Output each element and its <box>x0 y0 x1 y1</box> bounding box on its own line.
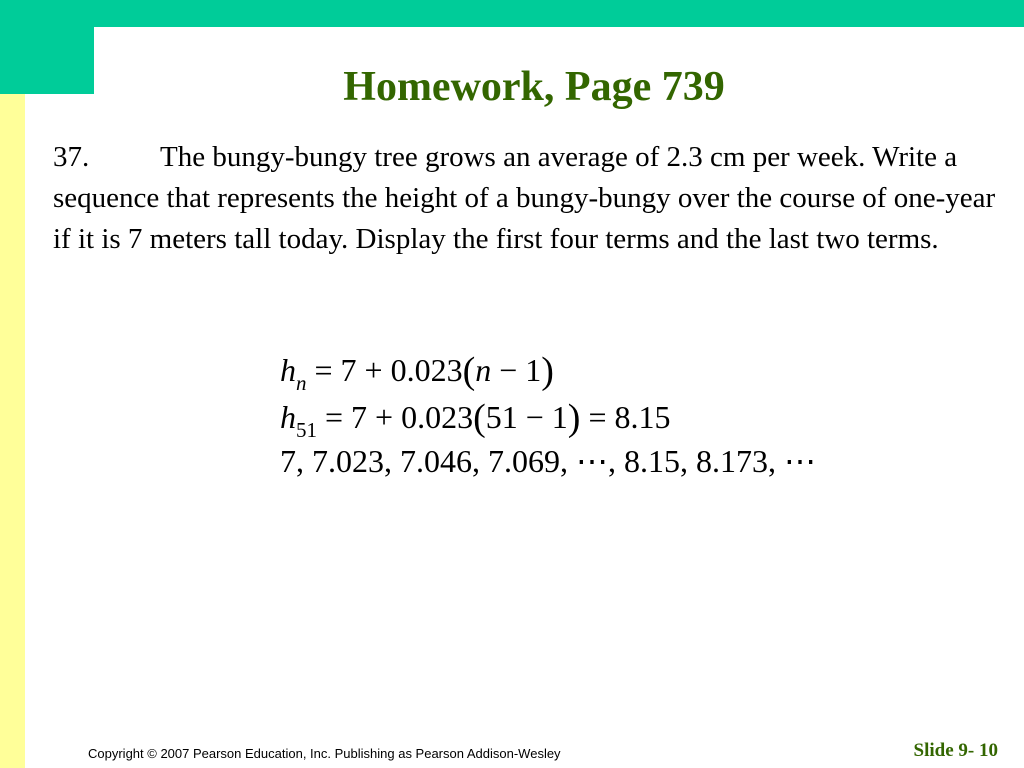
formula-subscript: 51 <box>296 418 317 442</box>
formula-inner: 51 − 1 <box>485 399 568 435</box>
problem-number: 37. <box>53 141 90 173</box>
formula-subscript: n <box>296 371 307 395</box>
slide-number: Slide 9- 10 <box>913 740 998 761</box>
close-paren: ) <box>541 350 554 392</box>
formula-rhs: = 7 + 0.023 <box>317 399 474 435</box>
formula-term-51 <box>280 397 671 442</box>
formula-result: = 8.15 <box>580 399 671 435</box>
sequence-terms: 7, 7.023, 7.046, 7.069, ⋯, 8.15, 8.173, ⋯ <box>280 443 816 479</box>
formula-general-term <box>280 350 554 395</box>
problem-text: The bungy-bungy tree grows an average of 2.3 cm per week. Write a sequence that represents the height of a bungy-bungy over the course of one-year if it is 7 meters tall today. Display the first four terms and the last two terms. <box>53 141 996 255</box>
problem-statement <box>53 137 1013 260</box>
open-paren: ( <box>473 397 486 439</box>
formula-minus-one: − 1 <box>491 352 542 388</box>
left-accent-bar <box>0 94 25 768</box>
top-accent-bar <box>0 0 1024 27</box>
formula-n: n <box>475 352 492 388</box>
copyright-notice: Copyright © 2007 Pearson Education, Inc. Publishing as Pearson Addison-Wesley <box>88 746 561 761</box>
formula-var: h <box>280 399 296 435</box>
formula-rhs: = 7 + 0.023 <box>306 352 463 388</box>
formula-var: h <box>280 352 296 388</box>
slide-title: Homework, Page 739 <box>343 64 725 110</box>
open-paren: ( <box>462 350 476 392</box>
close-paren: ) <box>567 397 581 439</box>
